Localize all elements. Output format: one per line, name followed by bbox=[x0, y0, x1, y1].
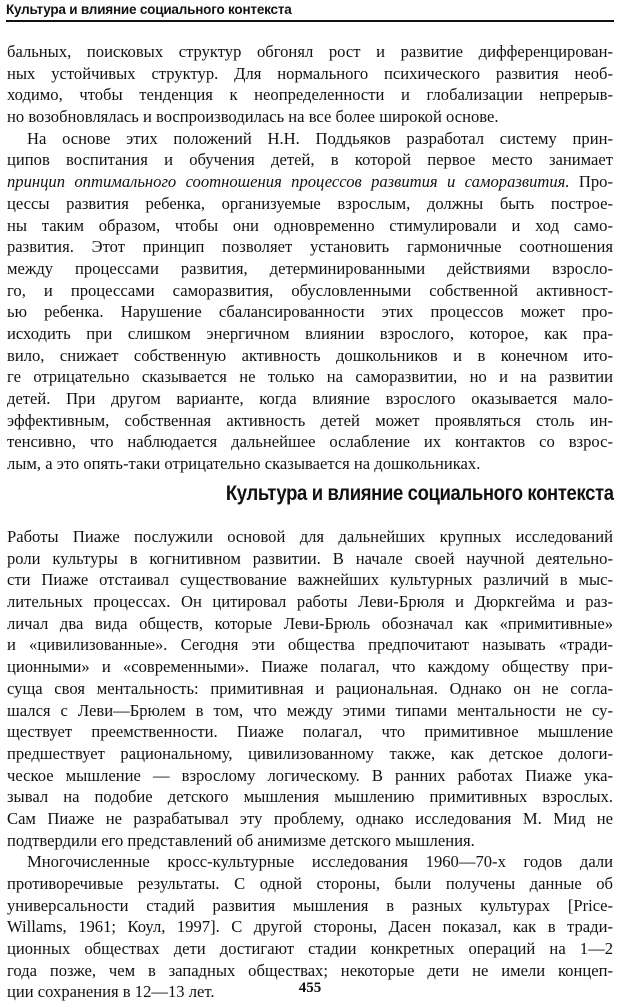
text-line: Работы Пиаже послужили основой для дальнейших крупных исследований bbox=[7, 527, 613, 546]
text-line: ческое мышление — взрослому логическому. В ранних работах Пиаже ука- bbox=[7, 765, 613, 785]
text-line: ны таким образом, чтобы они одновременно стимулировали и ход само- bbox=[7, 215, 613, 235]
text-line: развития. Этот принцип позволяет установить гармоничные соотношения bbox=[7, 237, 613, 257]
text-line: го, и процессами саморазвития, обусловленными собственной активност- bbox=[7, 280, 613, 300]
text-line: суща своя ментальность: примитивная и рациональная. Однако он не согла- bbox=[7, 678, 613, 698]
body-text-section-2 bbox=[7, 526, 613, 1003]
section-heading: Культура и влияние социального контекста bbox=[226, 482, 614, 505]
text-line: универсальности стадий развития мышления в разных культурах [Price- bbox=[7, 895, 613, 915]
text-line: между процессами развития, детерминированными действиями взросло- bbox=[7, 258, 613, 278]
italic-emphasis: принцип оптимального соотношения процессов развития и саморазвития. bbox=[7, 172, 570, 192]
text-line: ционных обществах дети достигают стадии конкретных операций на 1—2 bbox=[7, 939, 613, 959]
line-text: Про- bbox=[578, 172, 613, 192]
body-text-section-1 bbox=[7, 41, 613, 475]
page-number: 455 bbox=[298, 980, 322, 996]
text-line: личал два вида обществ, которые Леви-Брюль обозначал как «примитивные» bbox=[7, 613, 613, 633]
text-line: лым, а это опять-таки отрицательно сказывается на дошкольниках. bbox=[7, 454, 481, 474]
text-line: ции сохранения в 12—13 лет. bbox=[7, 982, 215, 1002]
text-line: тенсивно, что наблюдается дальнейшее ослабление их контактов со взрос- bbox=[7, 432, 613, 452]
text-line: ципов воспитания и обучения детей, в которой первое место занимает bbox=[7, 150, 613, 170]
text-line: ге отрицательно сказывается не только на саморазвитии, но и на развитии bbox=[7, 367, 613, 387]
text-line: ью ребенка. Нарушение сбалансированности этих процессов может про- bbox=[7, 302, 613, 322]
text-line: исходить при слишком энергичном влиянии взрослого, которое, как пра- bbox=[7, 323, 613, 343]
text-line: ходимо, чтобы тенденция к неопределенности и глобализации непрерыв- bbox=[7, 85, 613, 105]
text-line: На основе этих положений Н.Н. Поддьяков разработал систему прин- bbox=[27, 128, 613, 148]
text-line bbox=[7, 171, 613, 193]
text-line: но возобновлялась и воспроизводилась на все более широкой основе. bbox=[7, 107, 499, 127]
text-line: детей. При другом варианте, когда влияние взрослого оказывается мало- bbox=[7, 389, 613, 408]
text-line: сти Пиаже отстаивал существование важнейших культурных различий в мыс- bbox=[7, 570, 613, 590]
text-line: ных устойчивых структур. Для нормального психического развития необ- bbox=[7, 63, 613, 83]
text-line: года позже, чем в западных обществах; некоторые дети не имели концеп- bbox=[7, 960, 613, 980]
text-line: Willams, 1961; Коул, 1997]. С другой стороны, Дасен показал, как в тради- bbox=[7, 917, 613, 937]
text-line: вило, снижает собственную активность дошкольников и в конечном ито- bbox=[7, 345, 613, 365]
text-line: подтвердили его представлений об анимизме детского мышления. bbox=[7, 830, 475, 850]
text-line: роли культуры в когнитивном развитии. В начале своей научной деятельно- bbox=[7, 548, 613, 568]
text-line: ционными» и «современными». Пиаже полагал, что каждому обществу при- bbox=[7, 657, 613, 677]
text-line: предшествует рациональному, цивилизованному также, как детское дологи- bbox=[7, 743, 613, 763]
text-line: бальных, поисковых структур обгонял рост и развитие дифференцирован- bbox=[7, 42, 613, 61]
text-line: зывал на подобие детского мышления мышлению примитивных взрослых. bbox=[7, 787, 613, 807]
text-line: Многочисленные кросс-культурные исследования 1960—70-х годов дали bbox=[27, 852, 613, 872]
text-line: противоречивые результаты. С одной стороны, были получены данные об bbox=[7, 874, 613, 893]
text-line: лительных процессах. Он цитировал работы Леви-Брюля и Дюркгейма и раз- bbox=[7, 592, 613, 612]
text-line: цессы развития ребенка, организуемые взрослым, должны быть построе- bbox=[7, 193, 613, 213]
text-line: ществует преемственности. Пиаже полагал, что примитивное мышление bbox=[7, 722, 613, 742]
text-line: Сам Пиаже не разрабатывал эту проблему, однако исследования М. Мид не bbox=[7, 808, 613, 828]
text-line: и «цивилизованные». Сегодня эти общества предпочитают называть «тради- bbox=[7, 635, 613, 655]
running-header: Культура и влияние социального контекста bbox=[6, 2, 614, 22]
text-line: шался с Леви—Брюлем в том, что между этими типами ментальности не су- bbox=[7, 700, 613, 720]
text-line: эффективным, собственная активность детей может проявляться столь ин- bbox=[7, 410, 613, 430]
